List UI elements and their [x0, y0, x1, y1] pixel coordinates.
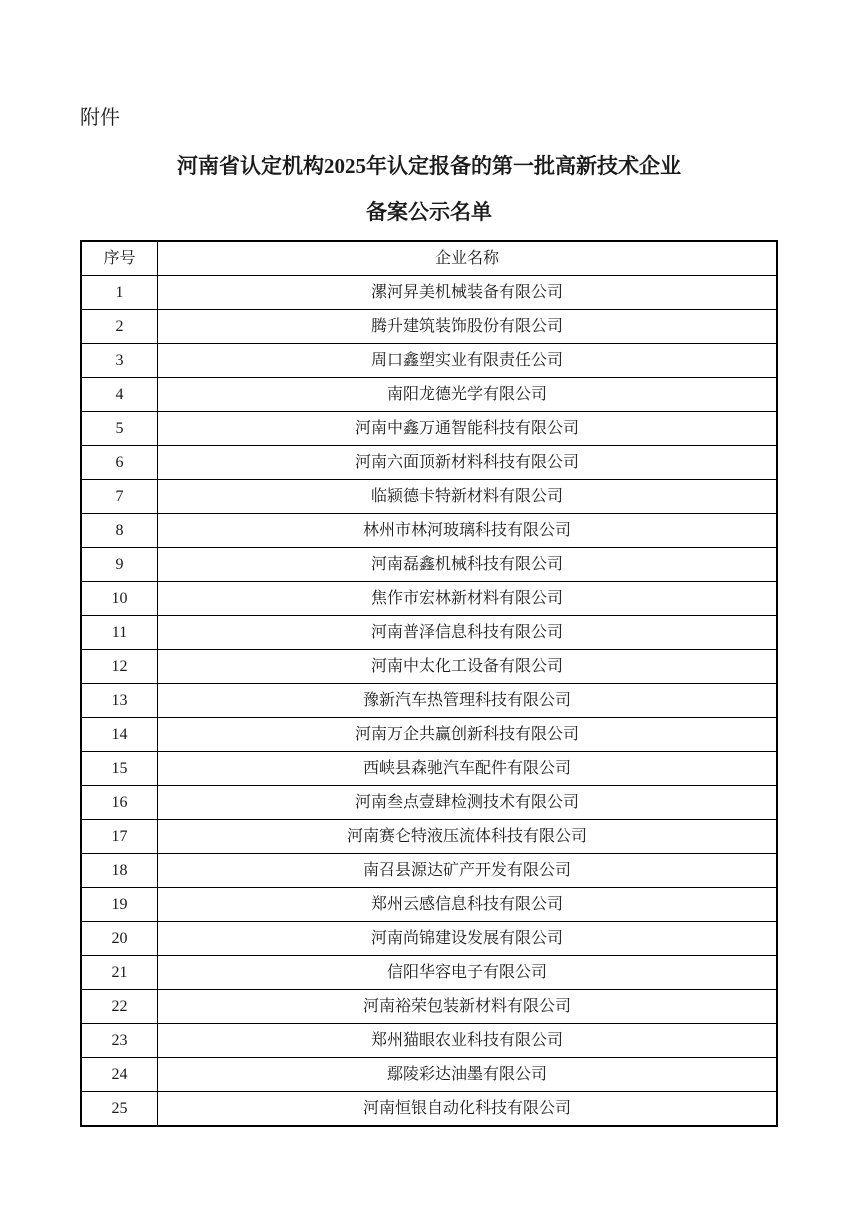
table-row	[81, 276, 777, 310]
row-serial-number: 24	[81, 1058, 158, 1092]
row-serial-number: 17	[81, 820, 158, 854]
row-company-name: 南召县源达矿产开发有限公司	[158, 854, 778, 888]
row-company-name: 河南普泽信息科技有限公司	[158, 616, 778, 650]
table-row	[81, 854, 777, 888]
row-serial-number: 11	[81, 616, 158, 650]
table-row	[81, 820, 777, 854]
table-header-row	[81, 241, 777, 276]
row-company-name: 鄢陵彩达油墨有限公司	[158, 1058, 778, 1092]
row-serial-number: 14	[81, 718, 158, 752]
table-row	[81, 650, 777, 684]
table-row	[81, 718, 777, 752]
row-company-name: 河南恒银自动化科技有限公司	[158, 1092, 778, 1127]
table-row	[81, 310, 777, 344]
table-row	[81, 514, 777, 548]
table-row	[81, 1092, 777, 1127]
document-title-line2: 备案公示名单	[366, 200, 492, 225]
row-company-name: 河南赛仑特液压流体科技有限公司	[158, 820, 778, 854]
table-row	[81, 446, 777, 480]
row-company-name: 河南磊鑫机械科技有限公司	[158, 548, 778, 582]
row-serial-number: 12	[81, 650, 158, 684]
document-title-line1: 河南省认定机构2025年认定报备的第一批高新技术企业	[177, 154, 681, 178]
row-company-name: 林州市林河玻璃科技有限公司	[158, 514, 778, 548]
row-company-name: 信阳华容电子有限公司	[158, 956, 778, 990]
row-company-name: 西峡县森驰汽车配件有限公司	[158, 752, 778, 786]
table-row	[81, 344, 777, 378]
row-serial-number: 21	[81, 956, 158, 990]
row-company-name: 河南中鑫万通智能科技有限公司	[158, 412, 778, 446]
row-serial-number: 16	[81, 786, 158, 820]
table-row	[81, 684, 777, 718]
table-row	[81, 1058, 777, 1092]
row-company-name: 河南中太化工设备有限公司	[158, 650, 778, 684]
table-row	[81, 412, 777, 446]
row-company-name: 临颍德卡特新材料有限公司	[158, 480, 778, 514]
row-serial-number: 3	[81, 344, 158, 378]
header-company-name: 企业名称	[158, 241, 778, 276]
table-row	[81, 990, 777, 1024]
row-serial-number: 10	[81, 582, 158, 616]
table-row	[81, 922, 777, 956]
row-company-name: 焦作市宏林新材料有限公司	[158, 582, 778, 616]
table-row	[81, 956, 777, 990]
table-row	[81, 582, 777, 616]
row-serial-number: 5	[81, 412, 158, 446]
row-serial-number: 19	[81, 888, 158, 922]
row-company-name: 漯河昇美机械装备有限公司	[158, 276, 778, 310]
row-serial-number: 18	[81, 854, 158, 888]
row-company-name: 周口鑫塑实业有限责任公司	[158, 344, 778, 378]
row-serial-number: 22	[81, 990, 158, 1024]
table-row	[81, 480, 777, 514]
table-row	[81, 616, 777, 650]
row-serial-number: 4	[81, 378, 158, 412]
table-row	[81, 786, 777, 820]
attachment-label: 附件	[80, 107, 120, 129]
row-company-name: 河南尚锦建设发展有限公司	[158, 922, 778, 956]
row-serial-number: 2	[81, 310, 158, 344]
row-serial-number: 15	[81, 752, 158, 786]
table-row	[81, 378, 777, 412]
row-serial-number: 8	[81, 514, 158, 548]
table-row	[81, 888, 777, 922]
table-body	[81, 276, 777, 1127]
row-company-name: 河南万企共赢创新科技有限公司	[158, 718, 778, 752]
row-company-name: 腾升建筑装饰股份有限公司	[158, 310, 778, 344]
header-serial-number: 序号	[81, 241, 158, 276]
row-serial-number: 23	[81, 1024, 158, 1058]
row-serial-number: 13	[81, 684, 158, 718]
row-company-name: 郑州云感信息科技有限公司	[158, 888, 778, 922]
company-table	[80, 240, 778, 1127]
row-company-name: 河南裕荣包装新材料有限公司	[158, 990, 778, 1024]
row-serial-number: 6	[81, 446, 158, 480]
row-company-name: 河南六面顶新材料科技有限公司	[158, 446, 778, 480]
row-serial-number: 20	[81, 922, 158, 956]
table-row	[81, 1024, 777, 1058]
table-row	[81, 752, 777, 786]
row-serial-number: 7	[81, 480, 158, 514]
table-row	[81, 548, 777, 582]
row-company-name: 河南叁点壹肆检测技术有限公司	[158, 786, 778, 820]
row-company-name: 郑州猫眼农业科技有限公司	[158, 1024, 778, 1058]
row-serial-number: 25	[81, 1092, 158, 1127]
row-serial-number: 1	[81, 276, 158, 310]
row-company-name: 豫新汽车热管理科技有限公司	[158, 684, 778, 718]
row-serial-number: 9	[81, 548, 158, 582]
row-company-name: 南阳龙德光学有限公司	[158, 378, 778, 412]
